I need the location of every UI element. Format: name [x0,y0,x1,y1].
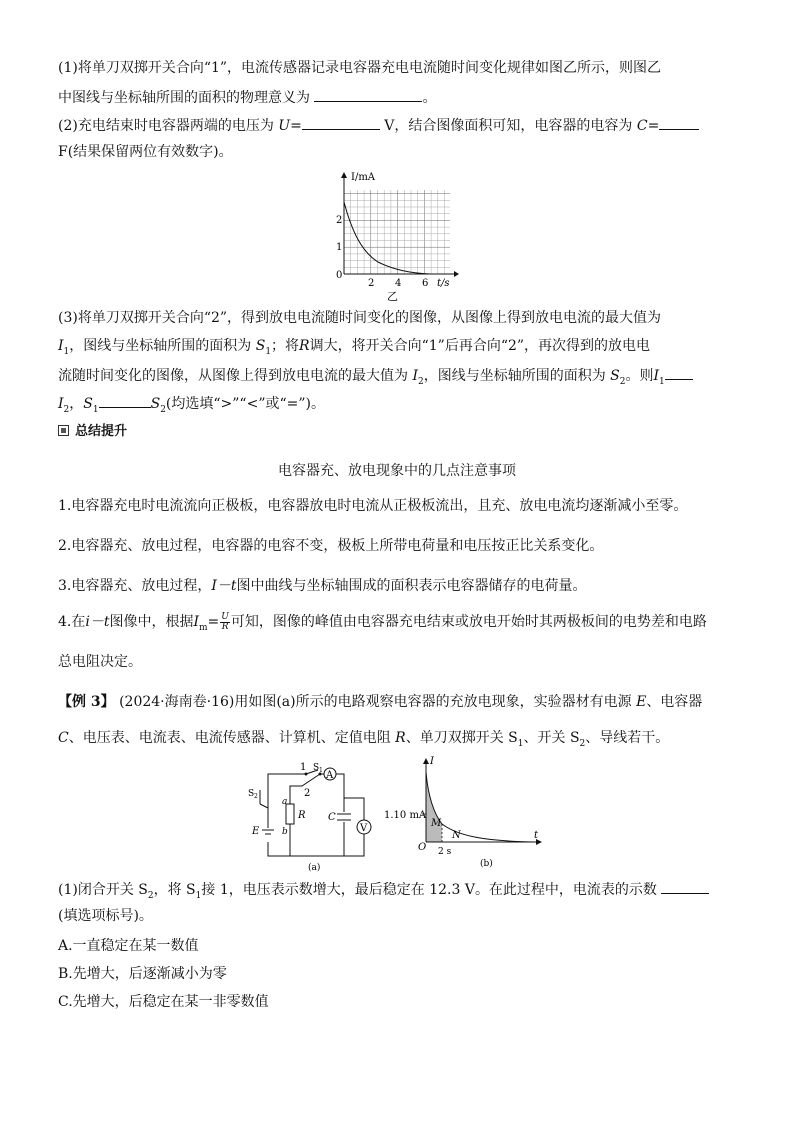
graph-b [384,756,546,872]
q3-I2b: I [58,396,64,412]
q3-l2f: 调大，将开关合向“1”后再合向“2”，再次得到的放电电 [309,338,651,354]
q3-I2-sub: 2 [417,376,424,387]
graph-b-current: 1.10 mA [384,810,427,821]
q1-answer-blank[interactable] [314,86,422,102]
graph-b-origin: O [418,842,427,853]
example3-l2b: 、电压表、电流表、电流传感器、计算机、定值电阻 [68,730,391,746]
example3-R: R [395,730,406,746]
graph-yi-ylabel: I/mA [351,172,376,183]
q1-line2-text: 中图线与坐标轴所围的面积的物理意义为 [58,90,310,106]
circuit-label-S2: S [248,789,255,799]
q1-line1: (1)将单刀双掷开关合向“1”，电流传感器记录电容器充电电流随时间变化规律如图乙所示，则图乙 [58,60,662,76]
graph-b-shaded-area [426,772,442,842]
q3-I1b-sub: 1 [659,376,665,387]
q4-answer-blank[interactable] [661,878,709,894]
circuit-label-C: C [328,812,336,823]
example3-tag: 【例 3】 [58,694,115,710]
graph-yi-curve [344,202,430,274]
graph-b-caption: (b) [480,859,493,869]
q4-line2: (填选项标号)。 [58,908,153,924]
q3-l4b: ， [69,396,84,412]
q1-line2 [58,86,436,108]
circuit-diagram [240,760,380,872]
q4-l1d: 12.3 V [429,882,475,898]
graph-yi-caption: 乙 [387,290,398,303]
summary-Im: I [193,614,199,630]
graph-b-region-M: M [431,818,442,829]
graph-yi-ytick-2: 2 [336,215,343,226]
voltmeter-label: V [360,823,368,834]
q3-compare-S-blank[interactable] [99,392,151,408]
q2-capacitance-blank[interactable] [659,114,699,130]
summary-frac-den: R [221,621,229,632]
q4-l1a: (1)闭合开关 S [58,882,148,898]
circuit-label-a: a [282,797,288,807]
q3-S1-sub: 1 [265,346,272,357]
q2-line2: F(结果保留两位有效数字)。 [58,144,233,160]
example3-S2-sub: 2 [579,738,586,749]
q3-line2 [58,336,650,362]
q4-option-c[interactable]: C.先增大，后稳定在某一非零数值 [58,994,269,1010]
graph-yi-xlabel: t/s [437,278,450,289]
graph-b-ylabel: I [430,756,434,767]
circuit-label-S2-sub: 2 [254,793,258,800]
summary-tag [58,420,127,439]
q3-I2b-sub: 2 [63,404,70,415]
graph-yi [330,170,460,305]
circuit-wires [260,770,364,856]
graph-yi-ytick-1: 1 [336,242,343,253]
summary-title: 电容器充、放电现象中的几点注意事项 [278,463,516,479]
circuit-label-E: E [252,826,260,837]
example3-l2d: 、单刀双掷开关 S [405,730,518,746]
summary-item-4b: i－t [85,614,110,630]
q3-line1: (3)将单刀双掷开关合向“2”，得到放电电流随时间变化的图像，从图像上得到放电电流的最大值为 [58,310,662,326]
summary-item-4a: 4.在 [58,614,86,630]
q3-I2: I [412,368,418,384]
q3-R: R [299,338,310,354]
q4-l1e: 。在此过程中，电流表的示数 [474,882,657,898]
circuit-label-1: 1 [300,762,307,773]
q4-S1-sub: 1 [195,890,202,901]
ammeter-label: A [326,770,334,781]
example3-S1-sub: 1 [517,738,524,749]
example3-l1c: 、电容器 [646,694,703,710]
q2-eq2: = [647,118,660,134]
q2-line1 [58,114,699,136]
q3-line3 [58,364,693,392]
summary-tag-icon [58,425,69,436]
graph-yi-axes [341,172,459,277]
summary-item-1: 1.电容器充电时电流流向正极板，电容器放电时电流从正极板流出，且充、放电电流均逐渐减小至零。 [58,498,688,514]
q4-option-a[interactable]: A.一直稳定在某一数值 [58,938,199,954]
q3-S2b-sub: 2 [160,404,166,415]
q4-l1c: 接 1，电压表示数增大，最后稳定在 [201,882,425,898]
q4-l1b: ，将 S [153,882,196,898]
q3-I1-sub: 1 [63,346,70,357]
q3-l3a: 流随时间变化的图像，从图像上得到放电电流的最大值为 [58,368,408,384]
graph-b-region-N: N [452,830,461,841]
example3-l2f: 、导线若干。 [585,730,670,746]
q3-l3e: 。则 [625,368,654,384]
summary-eq: = [207,614,220,630]
example3-l1a: (2024·海南卷·16)用如图(a)所示的电路观察电容器的充放电现象，实验器材有电源 [119,694,632,710]
circuit-caption: (a) [308,863,321,872]
summary-tag-text: 总结提升 [75,424,128,439]
summary-fraction [220,613,230,632]
summary-item-4c: 图像中，根据 [109,614,194,630]
q2-unit: V，结合图像面积可知，电容器的电容为 [384,118,633,134]
q2-eq: = [290,118,302,134]
circuit-label-S1: S [313,763,320,773]
example3-line1 [58,692,702,712]
q3-l3c: ，图线与坐标轴所围的面积为 [423,368,606,384]
graph-yi-ytick-0: 0 [336,270,343,281]
summary-frac-num: U [221,611,229,622]
resistor-symbol [286,804,294,824]
graph-b-time: 2 s [438,847,452,857]
q3-line4 [58,392,325,420]
summary-item-3 [58,576,587,596]
example3-C: C [58,730,69,746]
q2-voltage-blank[interactable] [302,114,380,130]
battery-symbol [262,830,274,834]
graph-b-xlabel: t [534,830,539,841]
q3-S2b: S [150,396,161,412]
circuit-label-S1-sub: 1 [319,767,323,774]
q3-S2: S [610,368,620,384]
summary-item-3a: 3.电容器充、放电过程， [58,578,212,594]
q3-S2-sub: 2 [619,376,626,387]
q2-U: U [278,118,291,134]
summary-Im-sub: m [199,622,208,633]
graph-yi-xtick-6: 6 [422,278,429,289]
circuit-label-R: R [298,810,306,821]
example3-l2e: 、开关 S [523,730,580,746]
summary-item-3c: 图中曲线与坐标轴围成的面积表示电容器储存的电荷量。 [236,578,587,594]
circuit-label-2: 2 [304,788,311,799]
capacitor-symbol [337,814,351,820]
q3-I1: I [58,338,64,354]
summary-item-2: 2.电容器充、放电过程，电容器的电容不变，极板上所带电荷量和电压按正比关系变化。 [58,538,604,554]
q3-compare-I-blank[interactable] [665,364,693,380]
q4-line1 [58,878,709,906]
graph-b-curve [426,772,534,842]
summary-item-4-line2: 总电阻决定。 [58,654,142,670]
q4-S2-sub: 2 [147,890,154,901]
q3-S1b: S [83,396,93,412]
example3-line2 [58,728,669,754]
q3-S1b-sub: 1 [92,404,99,415]
q3-I1b: I [653,368,660,384]
q3-l2b: ，图线与坐标轴所围的面积为 [69,338,252,354]
q1-line2-end: 。 [422,90,437,106]
example3-E: E [636,694,647,710]
graph-yi-xtick-2: 2 [368,278,375,289]
summary-item-4f: 可知，图像的峰值由电容器充电结束或放电开始时其两极板间的电势差和电路 [230,614,707,630]
summary-item-4 [58,612,707,638]
q2-C: C [636,118,648,134]
q3-S1: S [255,338,266,354]
q3-l2d: ；将 [271,338,300,354]
graph-yi-xtick-4: 4 [395,278,402,289]
q3-l4e: (均选填“>”“<”或“=”)。 [165,396,325,412]
circuit-label-b: b [282,827,288,837]
q2-pre: (2)充电结束时电容器两端的电压为 [58,118,274,134]
q4-option-b[interactable]: B.先增大，后逐渐减小为零 [58,966,227,982]
summary-item-3b: I－t [211,578,237,594]
